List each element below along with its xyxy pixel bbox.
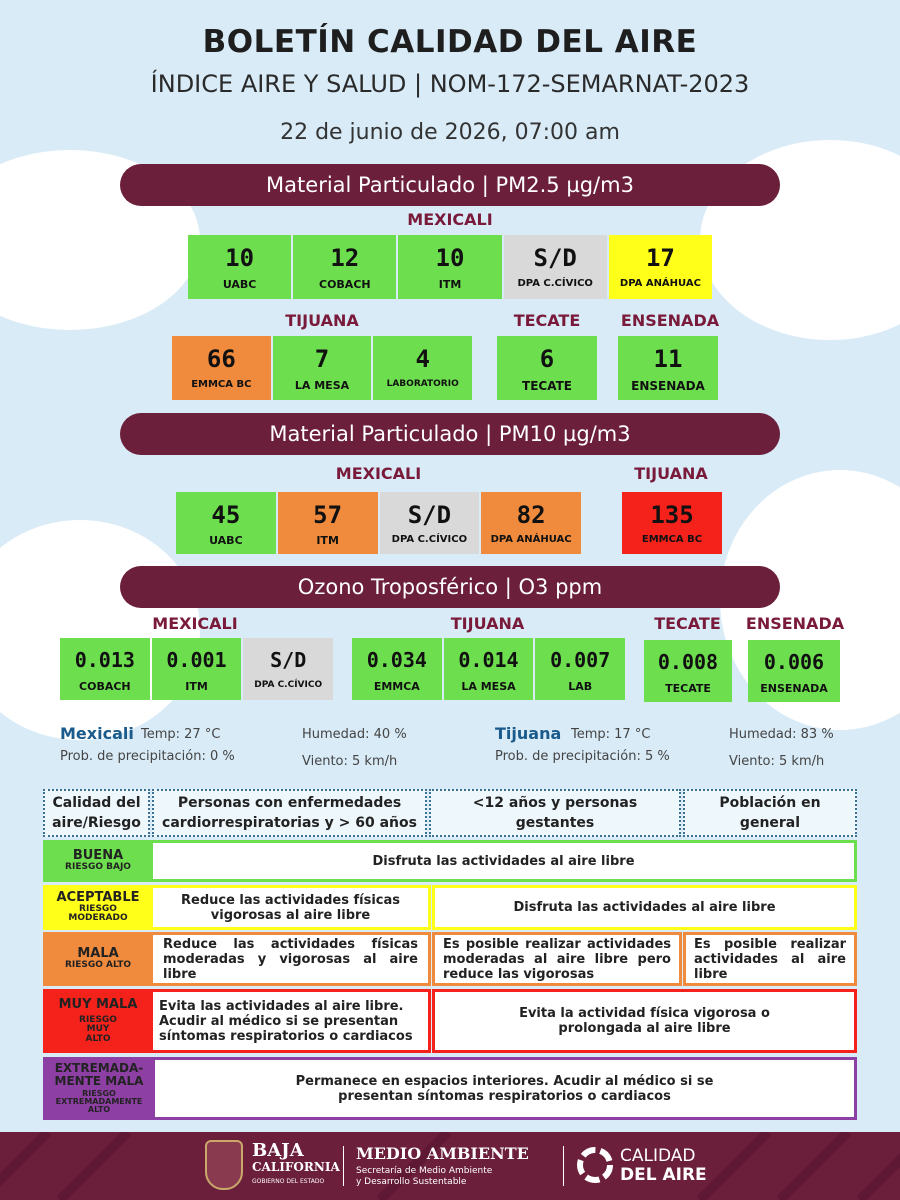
level-risk: RIESGO ALTO (64, 960, 132, 971)
station-label: ITM (316, 534, 339, 547)
advice-mala-children: Es posible realizar actividades moderadas al aire libre pero reduce las vigorosas (432, 932, 682, 986)
footer-divider (563, 1146, 564, 1186)
weather-tijuana-humidity: Humedad: 83 % (729, 727, 834, 742)
table-header-cardio: Personas con enfermedades cardiorrespiratorias y > 60 años (152, 789, 427, 837)
station-label: DPA ANÁHUAC (619, 278, 701, 289)
level-name: MALA (77, 946, 119, 962)
station-value: 0.034 (366, 648, 427, 672)
station-box (748, 640, 840, 702)
pm25-ensenada-title: ENSENADA (620, 311, 720, 330)
o3-mexicali-row (60, 638, 333, 700)
station-box (481, 492, 581, 554)
station-label: TECATE (522, 379, 572, 393)
pm25-mexicali-row (188, 235, 712, 299)
station-label: DPA ANÁHUAC (490, 534, 572, 545)
station-value: 0.014 (458, 648, 519, 672)
level-risk: RIESGO EXTREMADAMENTE ALTO (55, 1088, 143, 1115)
weather-tijuana-temp: Temp: 17 °C (571, 727, 651, 742)
station-label: ENSENADA (760, 682, 828, 695)
level-extrema (43, 1057, 155, 1120)
advice-aceptable-rest: Disfruta las actividades al aire libre (432, 885, 857, 930)
weather-mexicali-humidity: Humedad: 40 % (302, 727, 407, 742)
station-value: 0.013 (74, 648, 135, 672)
station-label: DPA C.CÍVICO (517, 278, 593, 289)
footer (0, 1132, 900, 1200)
station-box (188, 235, 291, 299)
station-box (278, 492, 378, 554)
station-label: LAB (568, 680, 593, 693)
station-value: 12 (330, 244, 360, 272)
table-header-risk: Calidad del aire/Riesgo (43, 789, 150, 837)
level-aceptable (43, 885, 153, 930)
station-box (273, 336, 372, 400)
station-box (60, 638, 150, 700)
station-value: 0.008 (657, 650, 719, 674)
station-label: TECATE (665, 682, 711, 695)
o3-mexicali-title: MEXICALI (152, 614, 238, 633)
station-label: ITM (438, 278, 462, 291)
air-quality-logo-icon (576, 1146, 614, 1184)
station-label: DPA C.CÍVICO (254, 680, 323, 690)
level-risk: RIESGO MODERADO (68, 903, 128, 924)
pm10-tijuana-title: TIJUANA (634, 464, 708, 483)
o3-banner: Ozono Troposférico | O3 ppm (120, 566, 780, 608)
station-value: 57 (313, 501, 343, 529)
station-box (176, 492, 276, 554)
station-box (618, 336, 718, 400)
station-box (352, 638, 442, 700)
station-box (293, 235, 396, 299)
level-buena (43, 840, 153, 882)
station-box (644, 640, 732, 702)
station-label: EMMCA (373, 680, 420, 693)
pm25-mexicali-title: MEXICALI (407, 210, 493, 229)
station-box (504, 235, 607, 299)
advice-mala-sensitive: Reduce las actividades físicas moderadas y vigorosas al aire libre (153, 932, 431, 986)
brand-line1: CALIDAD (620, 1146, 696, 1166)
station-value: S/D (270, 648, 307, 672)
station-box (380, 492, 480, 554)
station-value: 17 (645, 244, 675, 272)
weather-mexicali-city: Mexicali (60, 724, 134, 743)
dept-sub-line2: y Desarrollo Sustentable (356, 1177, 467, 1187)
o3-tijuana-title: TIJUANA (450, 614, 525, 633)
weather-mexicali-precip: Prob. de precipitación: 0 % (60, 749, 235, 764)
station-value: 10 (225, 244, 255, 272)
bulletin-date: 22 de junio de 2026, 07:00 am (280, 120, 620, 145)
station-value: 0.006 (763, 650, 825, 674)
pm25-tijuana-title: TIJUANA (285, 311, 359, 330)
bulletin-title: BOLETÍN CALIDAD DEL AIRE (202, 24, 698, 60)
station-box (444, 638, 534, 700)
station-value: 135 (650, 501, 694, 529)
station-value: 7 (314, 345, 330, 373)
footer-divider (343, 1146, 344, 1186)
o3-ensenada-title: ENSENADA (745, 614, 845, 633)
o3-tijuana-row (352, 638, 625, 700)
dept-sub-line1: Secretaría de Medio Ambiente (356, 1166, 493, 1176)
station-value: 0.001 (166, 648, 227, 672)
level-name: BUENA (72, 848, 124, 864)
weather-tijuana-wind: Viento: 5 km/h (729, 754, 825, 769)
station-value: 4 (415, 345, 430, 373)
level-name: ACEPTABLE (56, 890, 140, 906)
advice-buena-all: Disfruta las actividades al aire libre (153, 840, 857, 882)
state-government: GOBIERNO DEL ESTADO (252, 1178, 325, 1185)
level-muy-mala (43, 989, 153, 1053)
table-header-general: Población en general (683, 789, 857, 837)
level-risk: RIESGO BAJO (65, 862, 131, 873)
pm10-mexicali-title: MEXICALI (335, 464, 422, 483)
weather-mexicali-temp: Temp: 27 °C (141, 727, 221, 742)
station-value: S/D (533, 244, 577, 272)
station-label: EMMCA BC (191, 379, 252, 390)
station-value: 66 (206, 345, 236, 373)
station-box (373, 336, 472, 400)
dept-name: MEDIO AMBIENTE (356, 1144, 529, 1163)
station-label: LA MESA (461, 680, 516, 693)
level-risk: RIESGO MUY ALTO (79, 1014, 117, 1044)
weather-mexicali-wind: Viento: 5 km/h (302, 754, 398, 769)
pm10-banner: Material Particulado | PM10 µg/m3 (120, 413, 780, 455)
station-label: ITM (185, 680, 208, 693)
pm10-mexicali-row (176, 492, 581, 554)
station-label: EMMCA BC (641, 534, 703, 545)
station-label: COBACH (319, 278, 371, 291)
station-box (172, 336, 271, 400)
station-label: UABC (209, 534, 243, 547)
level-mala (43, 932, 153, 986)
brand-line2: DEL AIRE (620, 1165, 707, 1185)
pm25-tecate-title: TECATE (513, 311, 581, 330)
advice-mala-general: Es posible realizar actividades al aire libre (683, 932, 857, 986)
station-label: DPA C.CÍVICO (391, 534, 468, 545)
station-value: S/D (407, 501, 452, 529)
state-name-line2: CALIFORNIA (252, 1160, 340, 1174)
advice-muy-mala-sensitive: Evita las actividades al aire libre. Acudir al médico si se presentan síntomas respiratorios o cardiacos (153, 989, 431, 1053)
station-value: 6 (539, 345, 555, 373)
station-box (535, 638, 625, 700)
weather-tijuana-precip: Prob. de precipitación: 5 % (495, 749, 670, 764)
advice-muy-mala-rest: Evita la actividad física vigorosa o prolongada al aire libre (432, 989, 857, 1053)
station-value: 10 (435, 244, 465, 272)
station-value: 45 (211, 501, 241, 529)
station-label: LABORATORIO (386, 379, 459, 389)
state-name-line1: BAJA (252, 1140, 304, 1161)
o3-tecate-title: TECATE (654, 614, 721, 633)
bulletin-subtitle: ÍNDICE AIRE Y SALUD | NOM-172-SEMARNAT-2023 (150, 70, 750, 98)
pm25-banner: Material Particulado | PM2.5 µg/m3 (120, 164, 780, 206)
advice-aceptable-sensitive: Reduce las actividades físicas vigorosas al aire libre (153, 885, 431, 930)
station-box (243, 638, 333, 700)
advice-extrema-all: Permanece en espacios interiores. Acudir al médico si se presentan síntomas respiratorios o cardiacos (155, 1057, 857, 1120)
station-value: 0.007 (550, 648, 611, 672)
station-label: LA MESA (294, 379, 350, 392)
weather-tijuana-city: Tijuana (495, 724, 562, 743)
level-name: EXTREMADA-MENTE MALA (54, 1061, 144, 1088)
station-box (152, 638, 242, 700)
station-label: UABC (222, 278, 257, 291)
station-label: ENSENADA (631, 379, 705, 393)
station-value: 82 (516, 501, 546, 529)
pm25-tijuana-row (172, 336, 472, 400)
station-box (398, 235, 501, 299)
station-box (497, 336, 597, 400)
station-label: COBACH (79, 680, 131, 693)
table-header-children: <12 años y personas gestantes (429, 789, 681, 837)
level-name: MUY MALA (58, 997, 138, 1013)
station-box (609, 235, 712, 299)
station-value: 11 (653, 345, 683, 373)
station-box (622, 492, 722, 554)
state-seal-icon (205, 1140, 243, 1190)
